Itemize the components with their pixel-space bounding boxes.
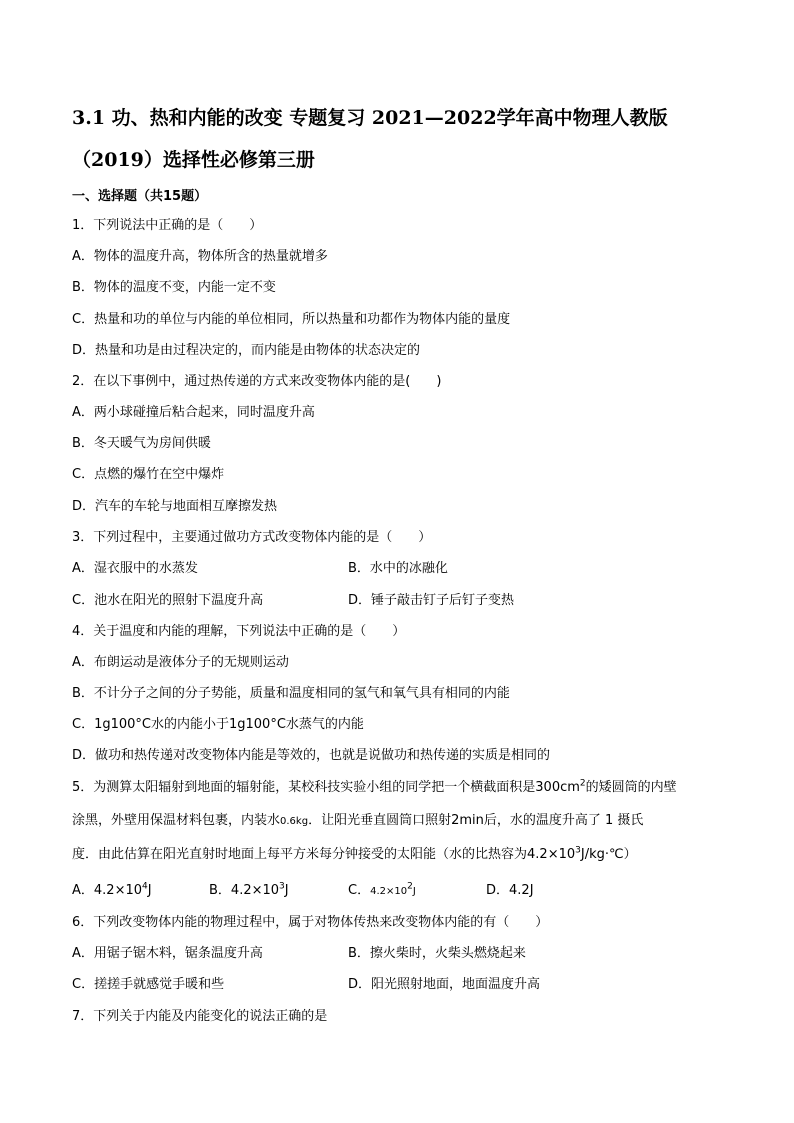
question-3-option-c: C．池水在阳光的照射下温度升高 xyxy=(72,593,264,608)
option-label: C． xyxy=(348,883,371,898)
question-5-text: 涂黑，外壁用保温材料包裹，内装水 xyxy=(72,813,281,828)
question-5-mass: 0.6kg xyxy=(280,816,309,827)
question-6-option-d: D．阳光照射地面，地面温度升高 xyxy=(348,977,541,992)
question-5-text: 后，水的温度升高了 1 摄氏 xyxy=(483,813,644,828)
question-3-option-a: A．湿衣服中的水蒸发 xyxy=(72,561,198,576)
question-4-option-c: C．1g100°C水的内能小于1g100°C水蒸气的内能 xyxy=(72,717,364,732)
question-5-stem-line-2 xyxy=(72,812,643,831)
question-1-option-b: B．物体的温度不变，内能一定不变 xyxy=(72,280,276,295)
question-6-option-c: C．搓搓手就感觉手暖和些 xyxy=(72,977,225,992)
question-2-option-b: B．冬天暖气为房间供暖 xyxy=(72,436,211,451)
question-2-option-a: A．两小球碰撞后粘合起来，同时温度升高 xyxy=(72,405,315,420)
option-exponent: 4 xyxy=(142,881,148,892)
option-value: 4.2×10 xyxy=(370,886,408,897)
option-unit: J xyxy=(284,883,289,898)
section-heading: 一、选择题（共15题） xyxy=(72,189,208,204)
question-5-text: 度．由此估算在阳光直射时地面上每平方米每分钟接受的太阳能（水的比热容为 xyxy=(72,847,528,862)
question-4-option-a: A．布朗运动是液体分子的无规则运动 xyxy=(72,655,289,670)
option-value: 4.2J xyxy=(509,883,534,898)
document-title-line-1: 3.1 功、热和内能的改变 专题复习 2021—2022学年高中物理人教版 xyxy=(72,107,668,129)
question-5-heat-exponent: 3 xyxy=(575,845,581,856)
question-5-area: 300cm xyxy=(535,780,580,795)
option-value: 4.2×10 xyxy=(230,883,280,898)
question-1-option-c: C．热量和功的单位与内能的单位相同，所以热量和功都作为物体内能的量度 xyxy=(72,312,511,327)
option-unit: J xyxy=(412,886,416,897)
question-4-stem: 4．关于温度和内能的理解，下列说法中正确的是（ ） xyxy=(72,624,406,639)
option-exponent: 3 xyxy=(279,881,285,892)
question-5-stem-line-1 xyxy=(72,779,677,797)
question-2-stem: 2．在以下事例中，通过热传递的方式来改变物体内能的是( ) xyxy=(72,374,442,389)
question-5-heat: 4.2×10 xyxy=(527,847,576,862)
option-value: 4.2×10 xyxy=(93,883,143,898)
question-3-stem: 3．下列过程中，主要通过做功方式改变物体内能的是（ ） xyxy=(72,530,432,545)
question-6-option-a: A．用锯子锯木料，锯条温度升高 xyxy=(72,946,263,961)
option-exponent: 2 xyxy=(407,881,413,892)
question-1-option-a: A．物体的温度升高，物体所含的热量就增多 xyxy=(72,249,328,264)
document-title-line-2: （2019）选择性必修第三册 xyxy=(72,149,315,171)
question-6-stem: 6．下列改变物体内能的物理过程中，属于对物体传热来改变物体内能的有（ ） xyxy=(72,915,549,930)
question-5-option-b xyxy=(209,882,289,900)
question-5-option-d xyxy=(486,882,534,900)
question-5-area-exponent: 2 xyxy=(579,778,586,789)
question-5-option-c xyxy=(348,882,416,901)
question-1-stem: 1．下列说法中正确的是（ ） xyxy=(72,218,263,233)
question-2-option-d: D．汽车的车轮与地面相互摩擦发热 xyxy=(72,499,278,514)
question-5-text: 的矮圆筒的内壁 xyxy=(585,780,677,795)
question-1-option-d: D．热量和功是由过程决定的，而内能是由物体的状态决定的 xyxy=(72,343,421,358)
question-5-stem-line-3 xyxy=(72,846,637,864)
question-5-heat-unit: J/kg·℃） xyxy=(580,847,637,862)
option-unit: J xyxy=(147,883,152,898)
question-5-option-a xyxy=(72,882,152,900)
question-5-text: ．让阳光垂直圆筒口照射 xyxy=(308,813,452,828)
question-6-option-b: B．擦火柴时，火柴头燃烧起来 xyxy=(348,946,526,961)
question-3-option-d: D．锤子敲击钉子后钉子变热 xyxy=(348,593,515,608)
option-label: A． xyxy=(72,883,94,898)
question-5-text: 5．为测算太阳辐射到地面的辐射能，某校科技实验小组的同学把一个横截面积是 xyxy=(72,780,536,795)
question-4-option-d: D．做功和热传递对改变物体内能是等效的，也就是说做功和热传递的实质是相同的 xyxy=(72,748,551,763)
option-label: B． xyxy=(209,883,231,898)
question-5-time: 2min xyxy=(451,813,484,828)
question-3-option-b: B．水中的冰融化 xyxy=(348,561,448,576)
option-label: D． xyxy=(486,883,510,898)
question-4-option-b: B．不计分子之间的分子势能，质量和温度相同的氢气和氧气具有相同的内能 xyxy=(72,686,510,701)
question-2-option-c: C．点燃的爆竹在空中爆炸 xyxy=(72,467,225,482)
question-7-stem: 7．下列关于内能及内能变化的说法正确的是 xyxy=(72,1009,328,1024)
